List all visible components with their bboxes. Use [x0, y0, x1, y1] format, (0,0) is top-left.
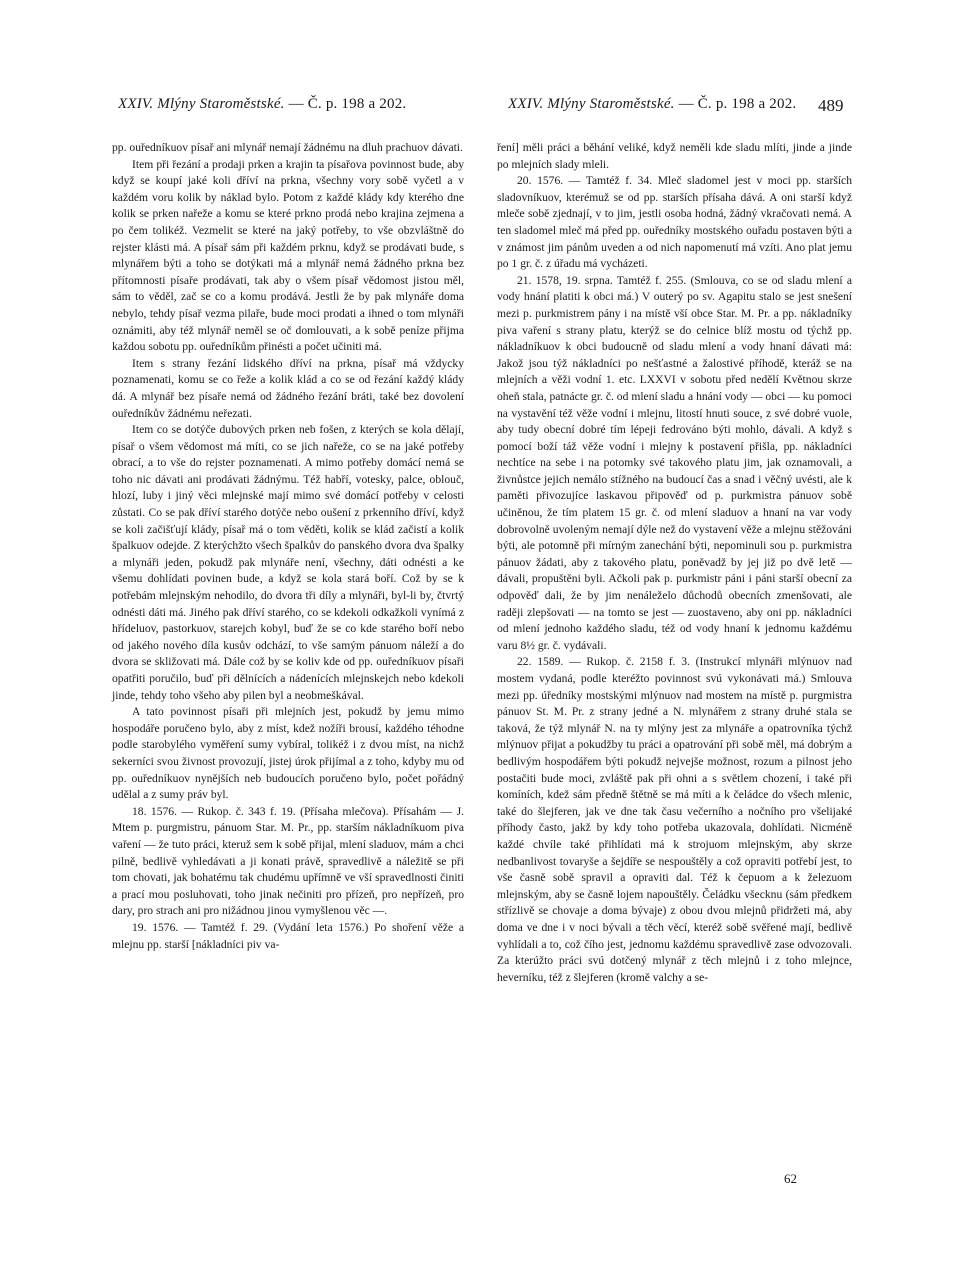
running-header-left	[118, 96, 406, 113]
header-left-title: XXIV. Mlýny Staroměstské.	[118, 96, 285, 112]
running-header-right	[508, 96, 796, 113]
left-column	[112, 140, 464, 953]
header-right-house: — Č. p. 198 a 202.	[674, 96, 797, 112]
document-entry-18: 18. 1576. — Rukop. č. 343 f. 19. (Přísaha mlečova). Přísahám — J. Mtem p. purgmistru, pánuom Star. M. Pr., pp. starším nákladníkuom piva vaření — že tuto práci, kteruž sem k sobě přijal, mlení sladuov, mám a chci pilně, bedlivě vyhledávati a ji konati právě, spravedlivě a náležitě se při tom chovati, jak bohatému tak chudému upřímně ve vší spravedlnosti činiti a prací mou posluhovati, toho jinak nečiniti pro přízeň, pro nepřízeň, pro dary, pro strach ani pro nižádnou jinou vymyšlenou věc —.	[112, 804, 464, 918]
paragraph: Item s strany řezání lidského dříví na prkna, písař má vždycky poznamenati, komu se co řeže a kolik klád a co se od řezání každý klády dá. A mlynář bez písaře nemá od žádného řezání bráti, také bez dovolení ouředníkův žádnému neřezati.	[112, 356, 464, 420]
page-number: 489	[818, 96, 844, 115]
header-right-title: XXIV. Mlýny Staroměstské.	[508, 96, 675, 112]
document-entry-20: 20. 1576. — Tamtéž f. 34. Mleč sladomel jest v moci pp. starších sladovníkuov, kterémuž se od pp. starších přísaha dává. A oni starší když mleče sobě zjednají, v to jim, jestli osoba hodná, žádný vkračovati nemá. A ten sladomel mleč má před pp. ouředníky mostského ouřadu postaven býti a v známost jim pánům uveden a od nich napomenutí má vzíti. Ano plat jemu po 1 gr. č. z úřadu má vycházeti.	[497, 174, 852, 271]
paragraph: Item při řezání a prodaji prken a krajin ta písařova povinnost bude, aby když se koupí jaké koli dříví na prkna, všechny vory sobě vyčetl a v každém voru kolik by náklad bylo. Potom z každé klády kdy kterého dne kolik se prken nařeže a komu se které prkno prodá nebo krajina zejmena a po čem tolikéž. Vezmelit se které na jaký potřeby, to vše obzvláštně do rejster klásti má. A písař sám při každém prknu, když se prodávati bude, s mlynářem býti a toho se dotýkati má a mlynář nemá žádného prkna bez přítomnosti písaře prodávati, tak aby o všem písař vědomost jistou měl, sám to věděl, zač se co a komu prodává. Jestli že by pak mlynáře doma nebylo, tehdy písař vezma pilaře, bude moci prodati a ihned o tom mlynáři oznámiti, aby též mlynář neměl se oč domlouvati, a k sobě peníze přijma každou sobotu pp. ouředníkům přinésti a počet učiniti má.	[112, 157, 464, 354]
printer-signature-mark: 62	[784, 1171, 797, 1186]
paragraph: A tato povinnost písaři při mlejních jest, pokudž by jemu mimo hospodáře poručeno bylo, aby z míst, kdež nožíři brousí, každého téhodne podle starobylého vyměření sumy vybíral, tolikéž i z dvou míst, na nichž sekerníci svou živnost provozují, jistej úrok přijímal a z toho, kdyby mu od pp. ouředníkuov nynějších neb budoucích poručeno bylo, počet pořádný udělal a z sumy práv byl.	[112, 705, 464, 802]
document-entry-19: 19. 1576. — Tamtéž f. 29. (Vydání leta 1576.) Po shoření věže a mlejnu pp. starší [nákladníci piv va-	[112, 920, 464, 951]
paragraph: pp. ouředníkuov písař ani mlynář nemají žádnému na dluh prachuov dávati.	[112, 141, 463, 154]
header-left-house: — Č. p. 198 a 202.	[284, 96, 407, 112]
paragraph: ření] měli práci a běhání veliké, když neměli kde sladu mlíti, jinde a jinde po mlejních slady mleli.	[497, 141, 852, 171]
paragraph: Item co se dotýče dubových prken neb fošen, z kterých se kola dělají, písař o všem vědomost má míti, co se jich nařeže, co se na jaké potřeby obrací, a to vše do rejster poznamenati. A mimo potřeby domácí nemá se toho nic dávati ani prodávati žádnýmu. Též habří, votesky, palce, oblouč, hlozí, luby i jiný věci mlejnské mají mimo své domácí potřeby v celosti zůstati. Co se pak dříví starého dotýče nebo oušení z prkenního dříví, když se koli začišťují klády, písař má o tom věděti, kolik se klád začistí a kolik špalkuov odejde. Z kterýchžto všech špalkův do panského dvora dva špalky a mlynáři jeden, pokudž pak mlynáře není, všechny, dáti odnésti a ke všemu dohlídati povinen bude, a když se kola stará boří. Což by se k potřebám mlejnským nehodilo, do dvora tři díly a mlynáři, byl-li by, čtvrtý odnésti dáti má. Jiného pak dříví starého, co se kdekoli odkažkoli vynímá z hřídeluov, pastorkuov, starejch kobyl, buď že se co kde starého boří nebo od jakého nového díla kusův odchází, to vše samým pánuom náleží a do dvora se skližovati má. Dále což by se koliv kde od pp. ouředníkuov písaři opatřiti poručilo, buď při dělnících a nádenících mlejnskejch nebo kdekoli jinde, tehdy toho všeho aby pilen byl a neobmeškával.	[112, 423, 464, 702]
document-entry-21: 21. 1578, 19. srpna. Tamtéž f. 255. (Smlouva, co se od sladu mlení a vody hnání platiti k obci má.) V outerý po sv. Agapitu stalo se jest snešení mezi p. purkmistrem pány i na místě vší obce Star. M. Pr. a pp. nákladníky piva vaření s strany platu, kterýž se do celnice blíž mostu od týchž pp. nákladníkuov k obci budoucně od sladu mlení a vody hnaní dávati má: Jakož jsou týž nákladníci po nešťastné a žalostivé příhodě, kteráž se na mlejních a věži vodní 1. etc. LXXVI v sobotu před nedělí Květnou skrze oheň stala, patnácte gr. č. od mlení sladu a hnání vody — obci — ku pomoci na vystavění též věže vodní i mlejnu, litostí hnuti souce, z své dobré vuole, aby tudy obecní dobré tím lépeji fedrováno býti mohlo, dávali. A když s pomocí boží táž věže vodní i mlejny k postavení přišla, pp. nákladníci nechtíce na sebe i na potomky své takového platu jim, jak oznamovali, a živnůstce jejich nemálo stížného na budoucí čas a snad i věčný uvésti, ale k paměti přivozujíce laskavou připověď od p. purkmistra pánuov sobě učiněnou, že tím platem 15 gr. č. od mlení sladuov a hnaní na var vody dobrovolně uvoleným nemají dýle než do vystavení věže a mlejnu stěžováni býti, ale potomně při mírným zanechání býti, nepominuli sou p. purkmistra pánuov žádati, aby z takového platu, poněvadž by jej již po dvě letě — dávali, propuštěni byli. Ačkoli pak p. purkmistr páni i páni starší obecní za odpověď dali, že by jim nenáleželo důchodů obecních zmenšovati, ale raději zlepšovati — na tomto se jest — zuostaveno, aby oni pp. nákladníci od mlení jednoho každého sladu, též od vody hnaní k jednomu každému varu 8½ gr. č. vydávali.	[497, 273, 852, 652]
document-entry-22: 22. 1589. — Rukop. č. 2158 f. 3. (Instrukcí mlynáři mlýnuov nad mostem vydaná, podle kteréžto povinnost svú vykonávati má.) Smlouva mezi pp. úředníky mostskými mlýnuov nad mostem na místě p. purgmistra pánuov St. M. Pr. z strany jedné a N. mlynářem z strany druhé stala se taková, že týž mlynář N. na ty mlýny jest za mlynáře a opatrovníka týchž mlýnuov přijat a pokudžby tu práci a opatrování při sobě měl, má dobrým a bedlivým hospodářem býti pokudž nejvejše možnost, rozum a pilnost jeho postačiti bude moci, zvláště pak při ohni a s světlem chození, i také při komíních, kdež sám předně štětně se má míti a k čeládce do všech mlenic, také do šlejferen, jak ve dne tak času večerního a nočního pro všelijaké příhody často, jakž by kdy toho potřeba ukazovala, dohlídati. Nicméně každé chvíle také přihlídati má k strojuom mlejnským, aby skrze nedbanlivost tovaryše a šejdíře se nespouštěly a což opraviti potřebí jest, to vše časně sobě spravil a opraviti dal. Též k čepuom a k železuom mlejnským, aby se časně lojem napouštěly. Čeládku všecknu (sám předkem střízlivě se chovaje a doma bývaje) z obou dvou mlejnů přidržeti má, aby doma ve dne i v noci bývali a těch věcí, kteréž sobě svěřené mají, bedlivě vyhlídali a to, což čího jest, jednomu každému spravedlivě zase odvozovali. Za kterúžto práci svú dotčený mlynář z těch mlejnů i z toho mlejnce, heverníku, též z šlejferen (kromě valchy a se-	[497, 655, 852, 984]
right-column	[497, 140, 852, 986]
